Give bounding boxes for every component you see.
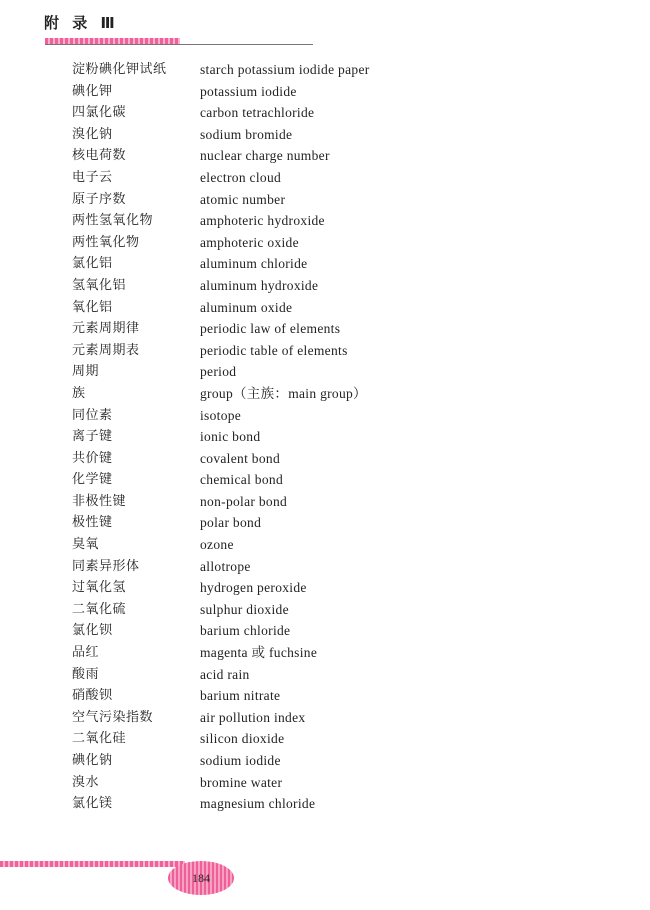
glossary-row	[72, 512, 370, 534]
term-english: sodium iodide	[200, 753, 281, 768]
term-chinese: 共价键	[72, 450, 113, 466]
term-english: non-polar bond	[200, 493, 288, 509]
glossary-row	[72, 707, 370, 729]
term-english: aluminum oxide	[200, 299, 293, 315]
glossary-row	[72, 599, 370, 621]
term-chinese: 两性氧化物	[72, 234, 140, 250]
glossary-row	[72, 793, 370, 815]
term-chinese: 化学键	[72, 472, 113, 488]
term-english: periodic table of elements	[200, 342, 348, 358]
glossary-row	[72, 577, 370, 599]
term-english: potassium iodide	[200, 83, 297, 99]
term-english: atomic number	[200, 191, 286, 207]
glossary-row	[72, 642, 370, 664]
page-number: 184	[192, 870, 210, 885]
term-english: amphoteric oxide	[200, 234, 299, 250]
glossary-row	[72, 210, 370, 232]
term-chinese: 同位素	[72, 407, 113, 423]
term-english: bromine water	[200, 774, 283, 790]
term-chinese: 元素周期律	[72, 321, 140, 337]
term-chinese: 周期	[72, 364, 100, 380]
term-chinese: 溴化钠	[72, 126, 113, 142]
term-english: starch potassium iodide paper	[200, 62, 370, 77]
glossary-row	[72, 750, 370, 772]
term-chinese: 氧化铝	[72, 299, 113, 315]
term-english: air pollution index	[200, 709, 306, 725]
term-chinese: 二氧化硅	[72, 731, 127, 747]
term-chinese: 四氯化碳	[72, 105, 127, 121]
term-chinese: 硝酸钡	[72, 688, 113, 704]
glossary-row	[72, 232, 370, 254]
glossary-row	[72, 253, 370, 275]
glossary-row	[72, 102, 370, 124]
term-english: aluminum hydroxide	[200, 277, 319, 293]
term-chinese: 非极性键	[72, 493, 127, 509]
glossary-row	[72, 556, 370, 578]
term-english: nuclear charge number	[200, 148, 330, 164]
glossary-row	[72, 275, 370, 297]
term-english: periodic law of elements	[200, 321, 341, 337]
term-chinese: 品红	[72, 645, 100, 661]
term-english: carbon tetrachloride	[200, 105, 315, 121]
glossary-row	[72, 405, 370, 427]
term-chinese: 核电荷数	[72, 148, 127, 164]
glossary-row	[72, 145, 370, 167]
term-chinese: 氯化铝	[72, 256, 113, 272]
term-chinese: 氢氧化铝	[72, 277, 127, 293]
term-english: covalent bond	[200, 450, 281, 466]
term-chinese: 元素周期表	[72, 342, 140, 358]
glossary-row	[72, 81, 370, 103]
glossary-row	[72, 664, 370, 686]
glossary-row	[72, 340, 370, 362]
term-english: electron cloud	[200, 169, 282, 185]
glossary-row	[72, 189, 370, 211]
term-english: sodium bromide	[200, 126, 293, 142]
footer-decorative-bar	[0, 861, 185, 867]
term-english: barium chloride	[200, 623, 291, 639]
term-chinese: 极性键	[72, 515, 113, 531]
term-english: magenta 或 fuchsine	[200, 645, 318, 661]
glossary-row	[72, 728, 370, 750]
term-chinese: 氯化镁	[72, 796, 113, 812]
appendix-title: 附 录 Ⅲ	[44, 14, 119, 32]
glossary-row	[72, 383, 370, 405]
term-chinese: 碘化钾	[72, 83, 113, 99]
term-chinese: 离子键	[72, 429, 113, 445]
glossary-row	[72, 469, 370, 491]
glossary-row	[72, 167, 370, 189]
term-english: group（主族：main group）	[200, 385, 367, 401]
term-english: acid rain	[200, 666, 250, 682]
term-chinese: 二氧化硫	[72, 601, 127, 617]
glossary-row	[72, 491, 370, 513]
glossary-row	[72, 685, 370, 707]
term-chinese: 淀粉碘化钾试纸	[72, 62, 167, 77]
term-chinese: 溴水	[72, 774, 100, 790]
glossary-row	[72, 772, 370, 794]
glossary-row	[72, 124, 370, 146]
term-english: isotope	[200, 407, 242, 423]
term-english: silicon dioxide	[200, 731, 285, 747]
term-english: polar bond	[200, 515, 262, 531]
term-english: amphoteric hydroxide	[200, 213, 325, 229]
glossary-row	[72, 426, 370, 448]
term-chinese: 族	[72, 385, 86, 401]
term-chinese: 氯化钡	[72, 623, 113, 639]
term-chinese: 酸雨	[72, 666, 100, 682]
term-english: magnesium chloride	[200, 796, 316, 812]
term-chinese: 原子序数	[72, 191, 127, 207]
page-number-badge	[168, 861, 234, 895]
glossary-row	[72, 59, 370, 81]
term-chinese: 过氧化氢	[72, 580, 127, 596]
term-chinese: 两性氢氧化物	[72, 213, 154, 229]
glossary-row	[72, 297, 370, 319]
term-english: ozone	[200, 537, 234, 553]
glossary-row	[72, 448, 370, 470]
term-english: chemical bond	[200, 472, 283, 488]
term-english: aluminum chloride	[200, 256, 308, 272]
glossary-list	[72, 59, 370, 815]
term-chinese: 空气污染指数	[72, 709, 154, 725]
glossary-row	[72, 318, 370, 340]
term-english: period	[200, 364, 237, 380]
term-english: ionic bond	[200, 429, 261, 445]
term-english: sulphur dioxide	[200, 601, 289, 617]
term-chinese: 同素异形体	[72, 558, 140, 574]
glossary-row	[72, 361, 370, 383]
glossary-row	[72, 534, 370, 556]
header-rule	[45, 44, 313, 45]
term-english: hydrogen peroxide	[200, 580, 307, 596]
term-english: allotrope	[200, 558, 251, 574]
term-chinese: 臭氧	[72, 537, 100, 553]
term-chinese: 碘化钠	[72, 753, 113, 768]
glossary-row	[72, 620, 370, 642]
term-english: barium nitrate	[200, 688, 281, 704]
term-chinese: 电子云	[72, 169, 113, 185]
